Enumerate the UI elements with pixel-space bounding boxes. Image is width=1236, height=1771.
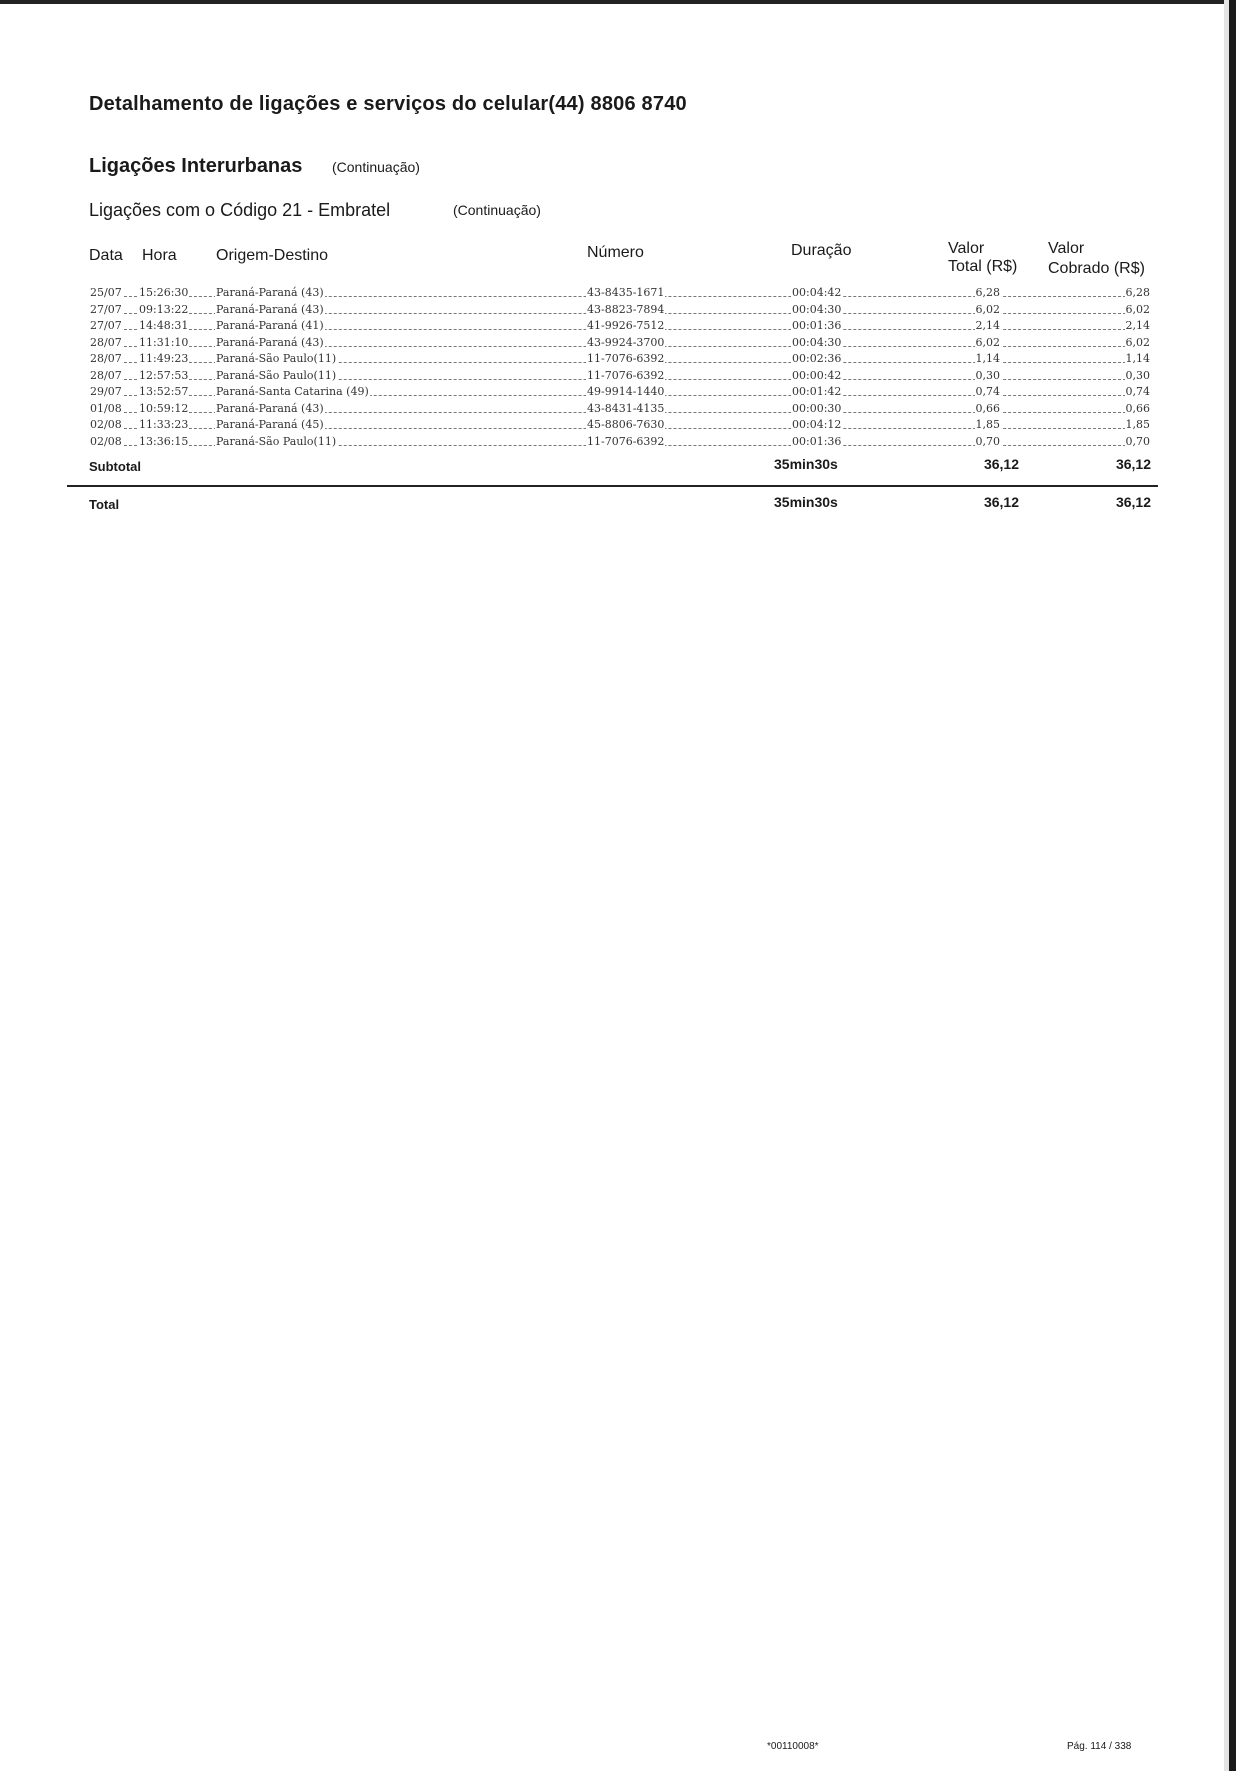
cell-hora: 13:36:15	[139, 434, 189, 448]
cell-valor-cobrado: 6,28	[1125, 286, 1150, 299]
cell-data: 27/07	[90, 319, 122, 332]
cell-origem-destino: Paraná-São Paulo(11)	[216, 434, 337, 448]
cell-data: 27/07	[90, 302, 122, 316]
cell-data: 25/07	[90, 286, 122, 299]
cell-origem-destino: Paraná-São Paulo(11)	[216, 352, 337, 365]
cell-hora: 12:57:53	[139, 368, 189, 382]
cell-numero: 11-7076-6392	[587, 352, 665, 365]
cell-origem-destino: Paraná-São Paulo(11)	[216, 368, 337, 382]
cell-duracao: 00:02:36	[792, 352, 842, 365]
cell-numero: 49-9914-1440	[587, 385, 665, 398]
cell-hora: 14:48:31	[139, 319, 189, 332]
cell-hora: 13:52:57	[139, 385, 189, 398]
column-header-valor-cobrado-line2: Cobrado (R$)	[1048, 260, 1145, 277]
cell-origem-destino: Paraná-Paraná (45)	[216, 418, 324, 431]
cell-valor-cobrado: 0,66	[1125, 401, 1150, 415]
subsection-continuation: (Continuação)	[453, 202, 541, 218]
scan-right-border	[1229, 0, 1236, 1771]
cell-hora: 15:26:30	[139, 286, 189, 299]
table-row	[89, 302, 1151, 319]
cell-data: 28/07	[90, 335, 122, 349]
cell-numero: 43-8823-7894	[587, 302, 665, 316]
column-header-data: Data	[89, 247, 123, 264]
cell-data: 28/07	[90, 352, 122, 365]
subtotal-duracao: 35min30s	[774, 456, 838, 472]
cell-data: 29/07	[90, 385, 122, 398]
cell-valor-cobrado: 0,74	[1125, 385, 1150, 398]
cell-valor-total: 6,28	[975, 286, 1000, 299]
cell-hora: 11:33:23	[139, 418, 189, 431]
table-row	[89, 335, 1151, 352]
total-divider	[67, 485, 1158, 487]
page-title: Detalhamento de ligações e serviços do celular(44) 8806 8740	[89, 93, 687, 115]
cell-valor-total: 2,14	[975, 319, 1000, 332]
cell-valor-total: 0,74	[975, 385, 1000, 398]
column-header-hora: Hora	[142, 247, 177, 264]
table-row	[89, 318, 1151, 335]
column-header-origem-destino: Origem-Destino	[216, 247, 329, 264]
table-row	[89, 401, 1151, 418]
table-row	[89, 368, 1151, 385]
table-row	[89, 384, 1151, 401]
section-continuation: (Continuação)	[332, 159, 420, 175]
barcode-text: *00110008*	[767, 1741, 819, 1752]
cell-valor-cobrado: 2,14	[1125, 319, 1150, 332]
cell-numero: 43-9924-3700	[587, 335, 665, 349]
table-row	[89, 434, 1151, 451]
cell-valor-total: 0,70	[975, 434, 1000, 448]
cell-numero: 43-8435-1671	[587, 286, 665, 299]
column-header-numero: Número	[587, 244, 644, 261]
cell-numero: 41-9926-7512	[587, 319, 665, 332]
cell-data: 01/08	[90, 401, 122, 415]
cell-hora: 11:31:10	[139, 335, 189, 349]
cell-duracao: 00:00:30	[792, 401, 842, 415]
table-row	[89, 417, 1151, 434]
cell-valor-total: 0,66	[975, 401, 1000, 415]
cell-numero: 11-7076-6392	[587, 368, 665, 382]
cell-duracao: 00:04:30	[792, 302, 842, 316]
section-title: Ligações Interurbanas	[89, 155, 303, 177]
cell-hora: 09:13:22	[139, 302, 189, 316]
cell-valor-total: 1,85	[975, 418, 1000, 431]
cell-origem-destino: Paraná-Santa Catarina (49)	[216, 385, 369, 398]
column-header-valor-cobrado-line1: Valor	[1048, 240, 1085, 257]
cell-valor-total: 6,02	[975, 302, 1000, 316]
cell-valor-cobrado: 6,02	[1125, 335, 1150, 349]
cell-valor-total: 0,30	[975, 368, 1000, 382]
cell-valor-cobrado: 0,70	[1125, 434, 1150, 448]
cell-hora: 10:59:12	[139, 401, 189, 415]
total-valor-cobrado: 36,12	[1115, 494, 1151, 510]
cell-data: 02/08	[90, 434, 122, 448]
calls-table	[89, 285, 1151, 450]
scan-top-border	[0, 0, 1236, 4]
column-header-duracao: Duração	[791, 242, 852, 259]
column-header-valor-total-line1: Valor	[948, 240, 985, 257]
cell-valor-total: 6,02	[975, 335, 1000, 349]
cell-valor-total: 1,14	[975, 352, 1000, 365]
cell-duracao: 00:01:36	[792, 319, 842, 332]
cell-numero: 45-8806-7630	[587, 418, 665, 431]
subsection-title: Ligações com o Código 21 - Embratel	[89, 200, 391, 220]
subtotal-valor-total: 36,12	[983, 456, 1019, 472]
table-row	[89, 351, 1151, 368]
subtotal-valor-cobrado: 36,12	[1115, 456, 1151, 472]
cell-numero: 11-7076-6392	[587, 434, 665, 448]
cell-duracao: 00:01:36	[792, 434, 842, 448]
column-header-valor-total-line2: Total (R$)	[948, 258, 1018, 275]
cell-numero: 43-8431-4135	[587, 401, 665, 415]
cell-valor-cobrado: 0,30	[1125, 368, 1150, 382]
page-number: Pág. 114 / 338	[1067, 1741, 1132, 1752]
cell-duracao: 00:04:12	[792, 418, 842, 431]
cell-hora: 11:49:23	[139, 352, 189, 365]
cell-origem-destino: Paraná-Paraná (43)	[216, 401, 324, 415]
cell-origem-destino: Paraná-Paraná (43)	[216, 335, 324, 349]
cell-origem-destino: Paraná-Paraná (43)	[216, 286, 324, 299]
cell-valor-cobrado: 1,85	[1125, 418, 1150, 431]
total-duracao: 35min30s	[774, 494, 838, 510]
cell-data: 02/08	[90, 418, 122, 431]
cell-valor-cobrado: 6,02	[1125, 302, 1150, 316]
cell-duracao: 00:04:30	[792, 335, 842, 349]
total-valor-total: 36,12	[983, 494, 1019, 510]
cell-duracao: 00:04:42	[792, 286, 842, 299]
cell-duracao: 00:00:42	[792, 368, 842, 382]
total-label: Total	[89, 497, 120, 512]
cell-valor-cobrado: 1,14	[1125, 352, 1150, 365]
table-row	[89, 285, 1151, 302]
cell-origem-destino: Paraná-Paraná (41)	[216, 319, 324, 332]
cell-duracao: 00:01:42	[792, 385, 842, 398]
subtotal-label: Subtotal	[89, 459, 141, 474]
cell-origem-destino: Paraná-Paraná (43)	[216, 302, 324, 316]
cell-data: 28/07	[90, 368, 122, 382]
